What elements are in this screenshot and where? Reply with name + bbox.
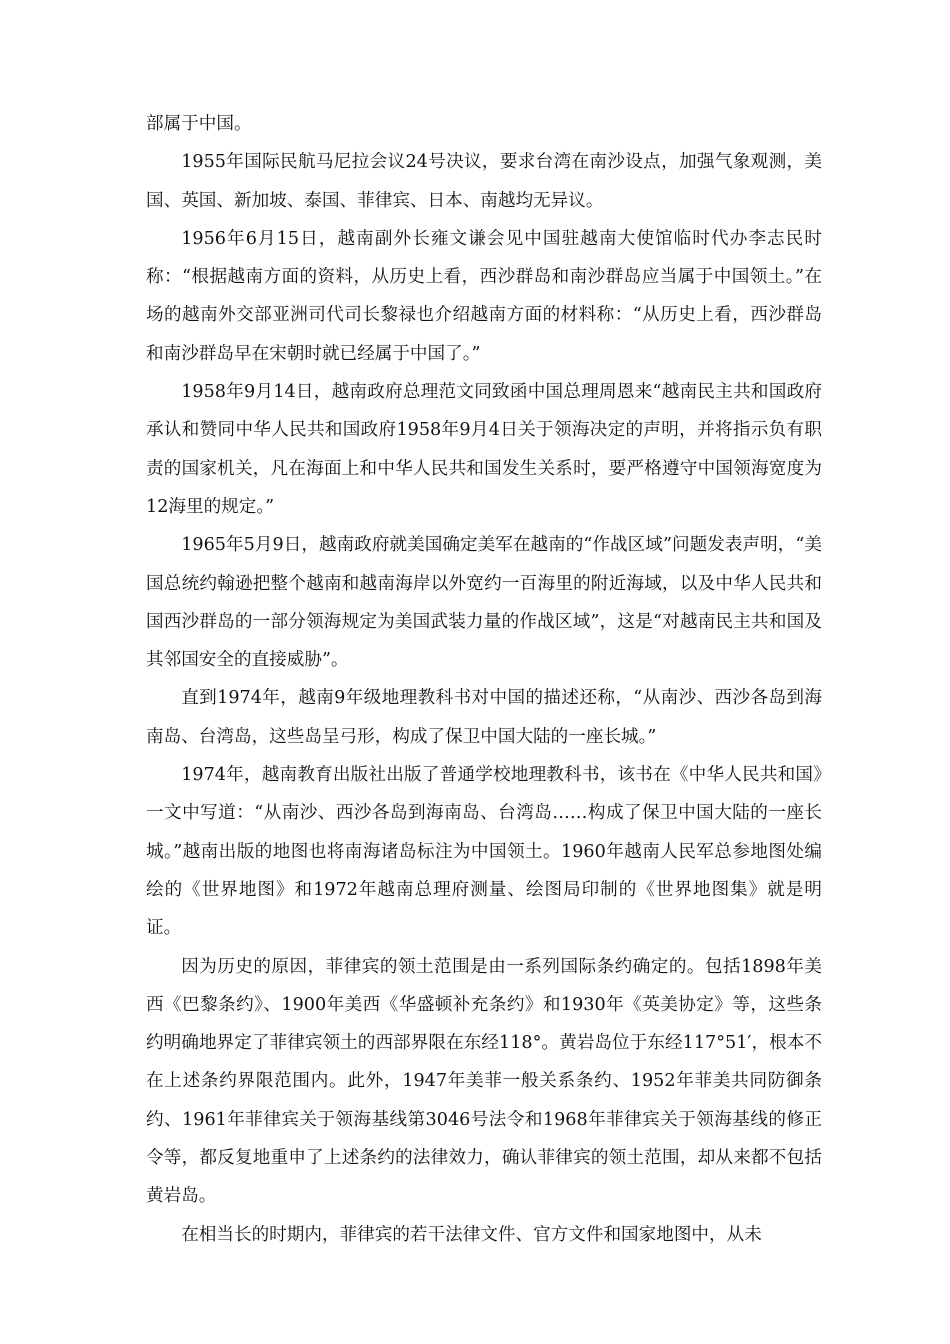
paragraph-1965-statement: 1965年5月9日，越南政府就美国确定美军在越南的“作战区域”问题发表声明，“美国总统约翰逊把整个越南和越南海岸以外宽约一百海里的附近海域，以及中华人民共和国西沙群岛的一部分领海规定为美国武装力量的作战区域”，这是“对越南民主共和国及其邻国安全的直接威胁”。 [146, 535, 822, 671]
paragraph-1958-letter: 1958年9月14日，越南政府总理范文同致函中国总理周恩来“越南民主共和国政府承认和赞同中华人民共和国政府1958年9月4日关于领海决定的声明，并将指示负有职责的国家机关，凡在海面上和中华人民共和国发生关系时，要严格遵守中国领海宽度为12海里的规定。” [146, 382, 822, 517]
paragraph-philippines-documents: 在相当长的时期内，菲律宾的若干法律文件、官方文件和国家地图中，从未 [181, 1224, 762, 1245]
document-page [146, 105, 822, 1254]
paragraph-philippines-treaties: 因为历史的原因，菲律宾的领土范围是由一系列国际条约确定的。包括1898年美西《巴黎条约》、1900年美西《华盛顿补充条约》和1930年《英美协定》等，这些条约明确地界定了菲律宾领土的西部界限在东经118°。黄岩岛位于东经117°51′，根本不在上述条约界限范围内。此外，1947年美菲一般关系条约、1952年菲美共同防御条约、1961年菲律宾关于领海基线第3046号法令和1968年菲律宾关于领海基线的修正令等，都反复地重申了上述条约的法律效力，确认菲律宾的领土范围，却从来都不包括黄岩岛。 [146, 956, 822, 1207]
paragraph-continuation: 部属于中国。 [146, 114, 252, 134]
paragraph-1974-textbook: 直到1974年，越南9年级地理教科书对中国的描述还称，“从南沙、西沙各岛到海南岛、台湾岛，这些岛呈弓形，构成了保卫中国大陆的一座长城。” [146, 688, 822, 747]
paragraph-1956-statement: 1956年6月15日，越南副外长雍文谦会见中国驻越南大使馆临时代办李志民时称：“根据越南方面的资料，从历史上看，西沙群岛和南沙群岛应当属于中国领土。”在场的越南外交部亚洲司代司长黎禄也介绍越南方面的材料称：“从历史上看，西沙群岛和南沙群岛早在宋朝时就已经属于中国了。” [146, 228, 822, 364]
paragraph-1955-manila-resolution: 1955年国际民航马尼拉会议24号决议，要求台湾在南沙设点，加强气象观测，美国、英国、新加坡、泰国、菲律宾、日本、南越均无异议。 [146, 152, 822, 211]
paragraph-1974-publishing: 1974年，越南教育出版社出版了普通学校地理教科书，该书在《中华人民共和国》一文中写道：“从南沙、西沙各岛到海南岛、台湾岛……构成了保卫中国大陆的一座长城。”越南出版的地图也将南海诸岛标注为中国领土。1960年越南人民军总参地图处编绘的《世界地图》和1972年越南总理府测量、绘图局印制的《世界地图集》就是明证。 [146, 765, 822, 939]
